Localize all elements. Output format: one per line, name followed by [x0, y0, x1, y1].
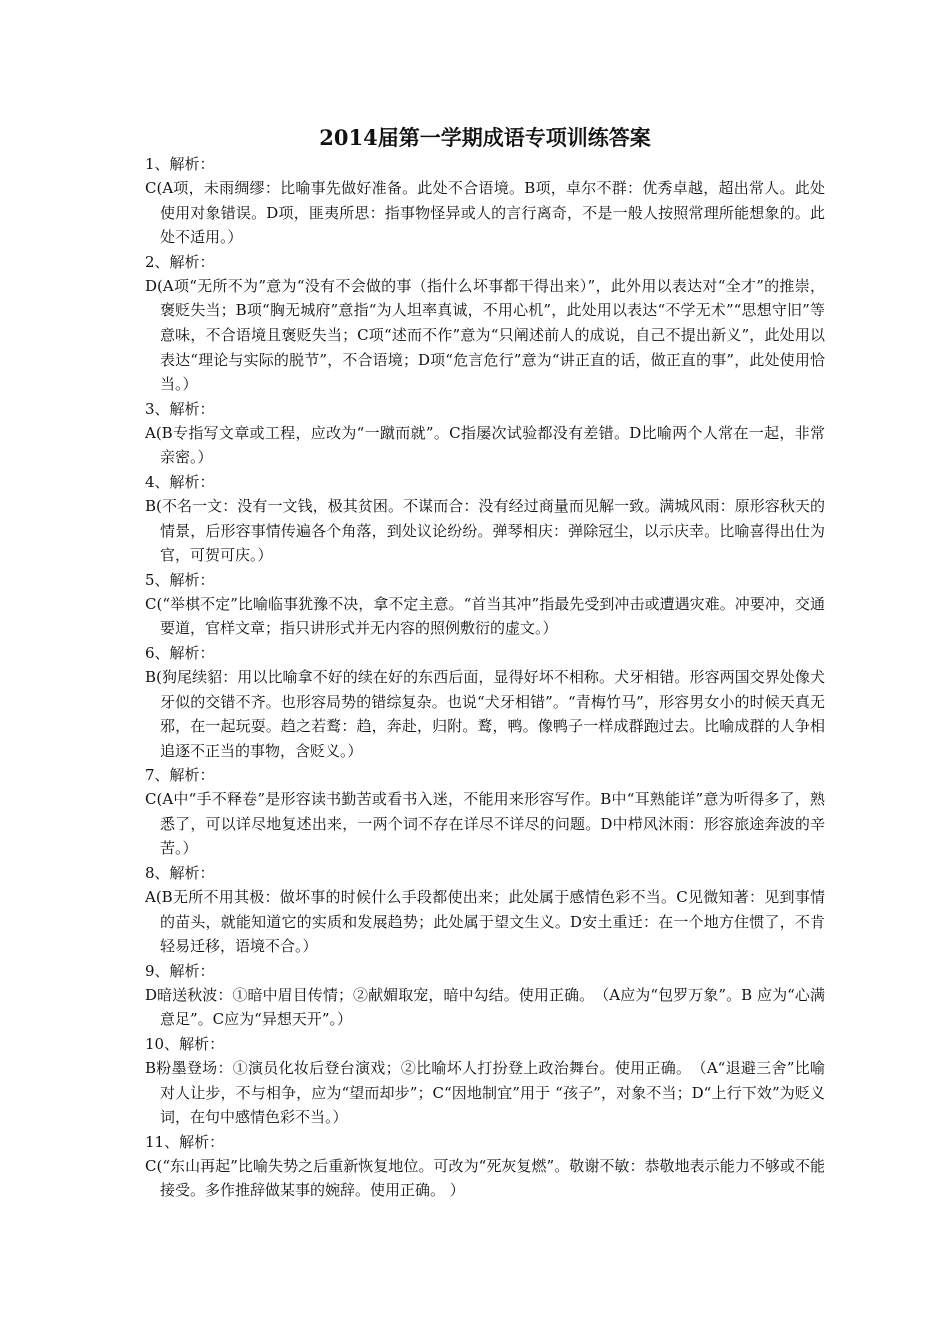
- question-number: 1、解析：: [145, 155, 215, 173]
- question-number: 10、解析：: [145, 1035, 225, 1054]
- answer-text: A(B无所不用其极：做坏事的时候什么手段都使出来；此处属于感情色彩不当。C见微知著：见到事情的苗头，就能知道它的实质和发展趋势；此处属于望文生义。D安土重迁：在一个地方住惯了，不肯轻易迁移，语境不合。）: [145, 888, 825, 956]
- answer-text: D暗送秋波：①暗中眉目传情；②献媚取宠，暗中勾结。使用正确。 （A应为“包罗万象”。B 应为“心满意足”。C应为“异想天开”。）: [145, 985, 825, 1029]
- question-number: 4、解析：: [145, 472, 215, 491]
- document-title: 2014届第一学期成语专项训练答案: [319, 125, 651, 150]
- question-6: [145, 641, 825, 763]
- answer-text: A(B专指写文章或工程，应改为“一蹴而就”。C指屡次试验都没有差错。D比喻两个人常在一起，非常亲密。）: [145, 423, 825, 467]
- question-11: [145, 1130, 825, 1203]
- question-5: [145, 568, 825, 641]
- question-1: [145, 152, 825, 250]
- question-number: 3、解析：: [145, 399, 215, 418]
- question-4: [145, 470, 825, 568]
- answer-text: C(A项，未雨绸缪：比喻事先做好准备。此处不合语境。B项，卓尔不群：优秀卓越，超出常人。此处使用对象错误。D项，匪夷所思：指事物怪异或人的言行离奇，不是一般人按照常理所能想象的。此处不适用。）: [145, 179, 825, 247]
- question-7: [145, 763, 825, 861]
- question-number: 11、解析：: [145, 1132, 225, 1151]
- question-2: [145, 250, 825, 397]
- answer-text: B(狗尾续貂：用以比喻拿不好的续在好的东西后面，显得好坏不相称。犬牙相错。形容两国交界处像犬牙似的交错不齐。也形容局势的错综复杂。也说“犬牙相错”。“青梅竹马”，形容男女小的时候天真无邪，在一起玩耍。趋之若鹜：趋，奔赴，归附。鹜，鸭。像鸭子一样成群跑过去。比喻成群的人争相追逐不正当的事物，含贬义。）: [145, 667, 825, 760]
- question-number: 9、解析：: [145, 961, 215, 980]
- question-number: 5、解析：: [145, 570, 215, 589]
- answer-text: B(不名一文：没有一文钱，极其贫困。不谋而合：没有经过商量而见解一致。满城风雨：原形容秋天的情景，后形容事情传遍各个角落，到处议论纷纷。弹琴相庆：弹除冠尘，以示庆幸。比喻喜得出仕为官，可贺可庆。）: [145, 496, 825, 565]
- answer-text: C(A中“手不释卷”是形容读书勤苦或看书入迷，不能用来形容写作。B中“耳熟能详”意为听得多了，熟悉了，可以详尽地复述出来，一两个词不存在详尽不详尽的问题。D中栉风沐雨：形容旅途奔波的辛苦。）: [145, 790, 825, 858]
- answer-text: B粉墨登场：①演员化妆后登台演戏；②比喻坏人打扮登上政治舞台。使用正确。 （A“退避三舍”比喻对人让步，不与相争，应为“望而却步”；C“因地制宜”用于 “孩子”，对象不当；D“上行下效”为贬义词，在句中感情色彩不当。）: [145, 1059, 825, 1127]
- question-8: [145, 861, 825, 959]
- question-number: 2、解析：: [145, 252, 215, 271]
- question-3: [145, 397, 825, 470]
- question-number: 6、解析：: [145, 643, 215, 662]
- answer-text: C(“东山再起”比喻失势之后重新恢复地位。可改为“死灰复燃”。敬谢不敏：恭敬地表示能力不够或不能接受。多作推辞做某事的婉辞。使用正确。 ）: [145, 1156, 825, 1200]
- question-9: [145, 959, 825, 1032]
- answer-text: D(A项“无所不为”意为“没有不会做的事（指什么坏事都干得出来）”，此外用以表达对“全才”的推崇，褒贬失当；B项“胸无城府”意指“为人坦率真诚，不用心机”，此处用以表达“不学无术”“思想守旧”等意味，不合语境且褒贬失当；C项“述而不作”意为“只阐述前人的成说，自己不提出新义”，此处用以表达“理论与实际的脱节”，不合语境；D项“危言危行”意为“讲正直的话，做正直的事”，此处使用恰当。）: [145, 276, 825, 394]
- question-number: 8、解析：: [145, 864, 215, 883]
- question-10: [145, 1032, 825, 1130]
- answer-text: C(“举棋不定”比喻临事犹豫不决，拿不定主意。“首当其冲”指最先受到冲击或遭遇灾难。冲要冲，交通要道，官样文章；指只讲形式并无内容的照例敷衍的虚文。）: [145, 594, 825, 638]
- question-number: 7、解析：: [145, 766, 215, 785]
- document-page: [145, 124, 825, 1203]
